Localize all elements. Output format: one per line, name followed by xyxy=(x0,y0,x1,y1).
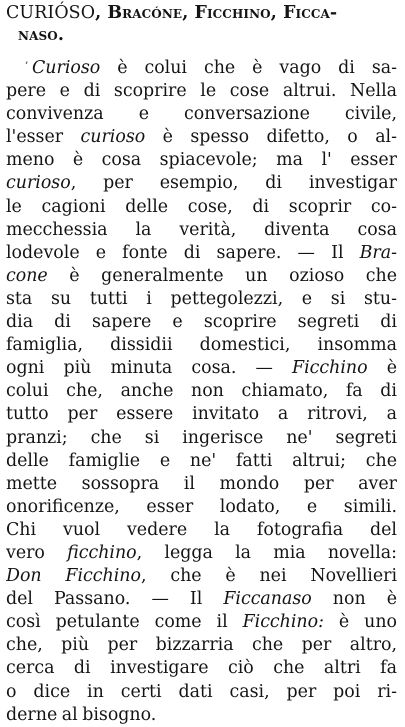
printer-mark-icon: ’ xyxy=(25,61,29,72)
headword-ficchino: Ficchino xyxy=(194,3,271,23)
headword-bracone: Bracóne xyxy=(107,3,183,23)
text-line: meno è cosa spiacevole; ma l' esser xyxy=(6,150,397,171)
text-line: così petulante come il Ficchino: è uno xyxy=(6,612,397,633)
text-line: vero ficchino, legga la mia novella: xyxy=(6,542,397,563)
text-line: l'esser curioso è spesso difetto, o al- xyxy=(6,127,397,148)
text-line: onorificenze, esser lodato, e simili. xyxy=(6,496,397,517)
text-line: colui che, anche non chiamato, fa di xyxy=(6,381,397,402)
text-line: delle famiglie e ne' fatti altrui; che xyxy=(6,450,397,471)
text-line: derne al bisogno. xyxy=(6,704,157,725)
entry-body xyxy=(6,57,397,727)
text-line: le cagioni delle cose, di scoprir co- xyxy=(6,196,397,217)
text-line: famiglia, dissidii domestici, insomma xyxy=(6,335,397,356)
text-line: lodevole e fonte di sapere. — Il Bra- xyxy=(6,242,397,263)
entry-heading: CURIÓSO, Bracóne, Ficchino, Ficca- naso. xyxy=(6,3,338,45)
text-line: cone è generalmente un ozioso che xyxy=(6,265,397,286)
text-line: Don Ficchino, che è nei Novellieri xyxy=(6,566,397,587)
text-line: o dice in certi dati casi, per poi ri- xyxy=(6,681,397,702)
text-line: cerca di investigare ciò che altri fa xyxy=(6,658,397,679)
text-line: che, più per bizzarria che per altro, xyxy=(6,635,397,656)
text-line: ogni più minuta cosa. — Ficchino è xyxy=(6,358,397,379)
text-line: Chi vuol vedere la fotografia del xyxy=(6,519,397,540)
text-line: ’ Curioso è colui che è vago di sa- xyxy=(6,57,397,80)
text-line: pranzi; che si ingerisce ne' segreti xyxy=(6,427,397,448)
text-line: mecchessia la verità, diventa cosa xyxy=(6,219,397,240)
headword-ficcanaso-part2: naso xyxy=(18,25,58,45)
headword-ficcanaso-part1: Ficca- xyxy=(283,3,338,23)
text-line: dia di sapere e scoprire segreti di xyxy=(6,312,397,333)
text-line: pere e di scoprire le cose altrui. Nella xyxy=(6,81,397,102)
text-line: mette sossopra il mondo per aver xyxy=(6,473,397,494)
text-line: tutto per essere invitato a ritrovi, a xyxy=(6,404,397,425)
text-line: curioso, per esempio, di investigar xyxy=(6,173,397,194)
text-line: del Passano. — Il Ficcanaso non è xyxy=(6,589,397,610)
headword-curioso: CURIÓSO xyxy=(6,3,96,23)
text-line: convivenza e conversazione civile, xyxy=(6,104,397,125)
text-line: sta su tutti i pettegolezzi, e si stu- xyxy=(6,288,397,309)
